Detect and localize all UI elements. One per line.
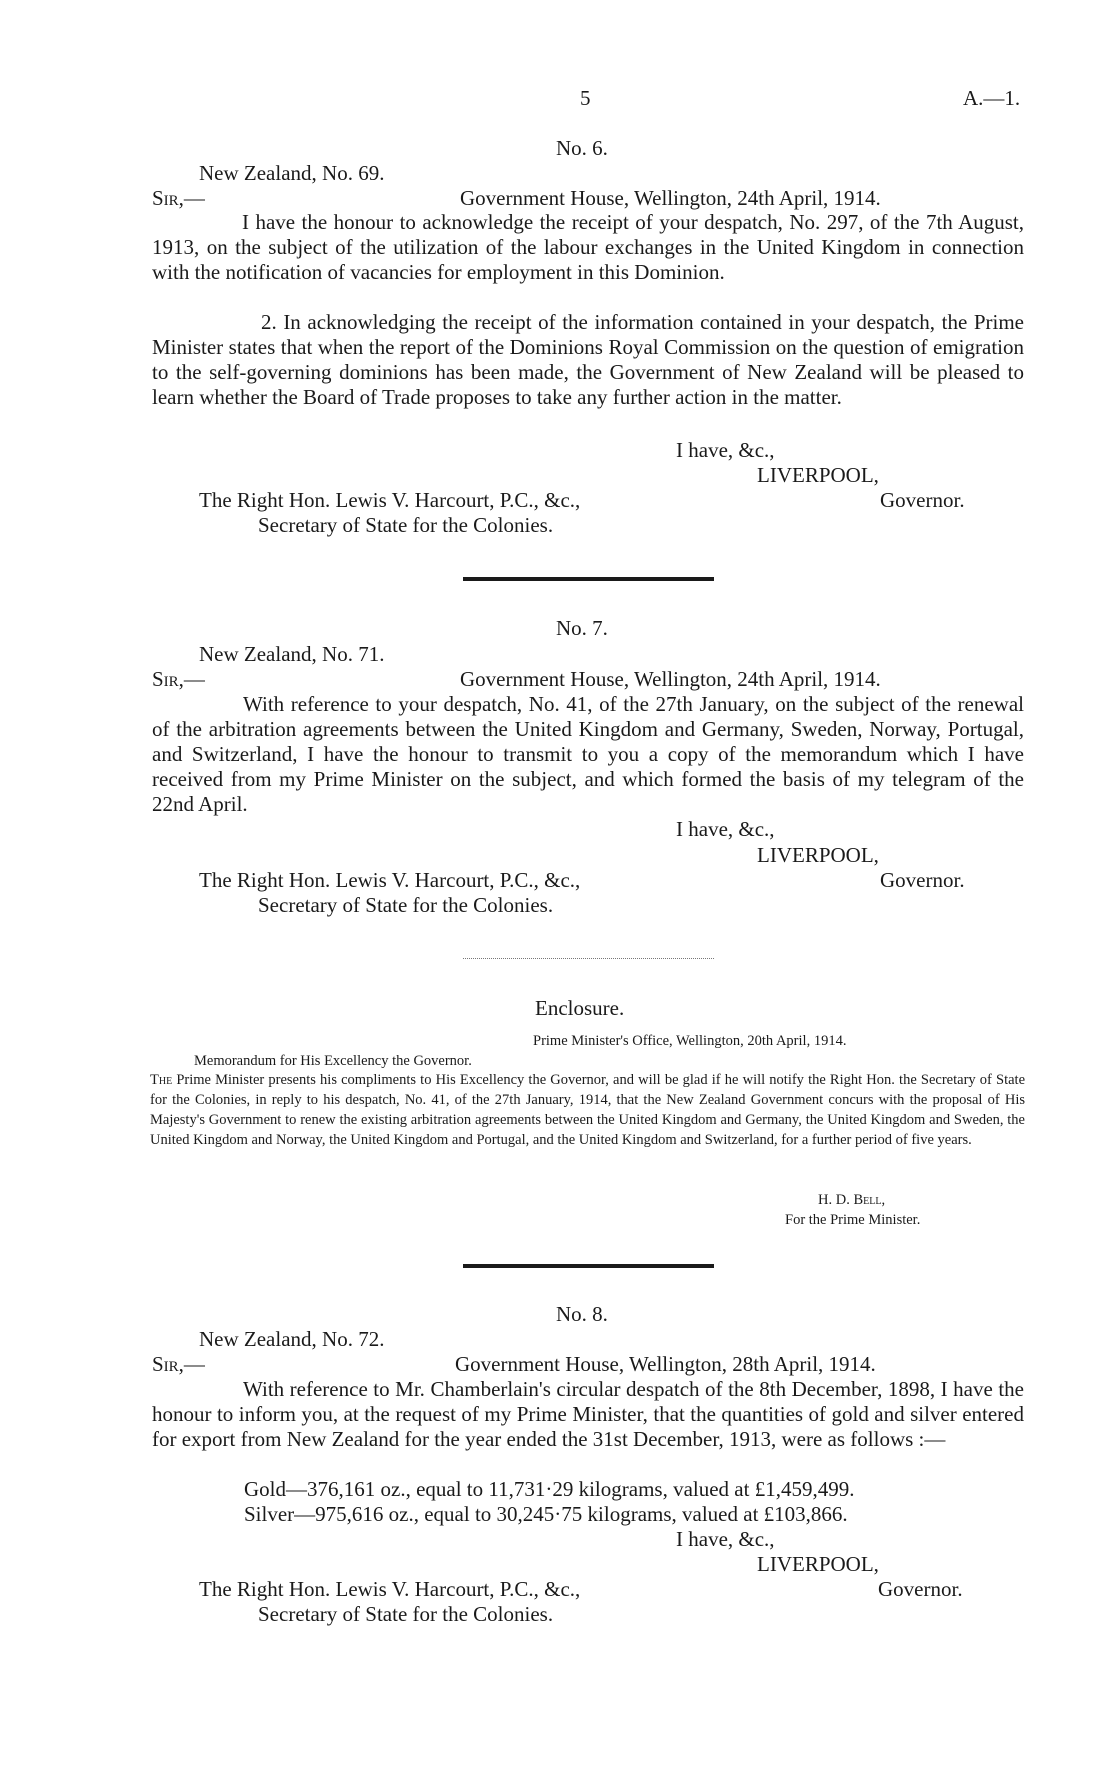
memo-body-lead: The — [150, 1072, 173, 1088]
addressee: The Right Hon. Lewis V. Harcourt, P.C., &c., — [199, 1577, 581, 1601]
signer-title: Governor. — [878, 1577, 963, 1601]
salutation: Sir,— — [152, 186, 205, 210]
addressee-office: Secretary of State for the Colonies. — [258, 893, 554, 917]
place-date: Government House, Wellington, 28th April, 1914. — [455, 1352, 876, 1376]
addressee: The Right Hon. Lewis V. Harcourt, P.C., &c., — [199, 488, 581, 512]
despatch-reference: New Zealand, No. 72. — [199, 1327, 385, 1351]
enclosure-divider — [463, 958, 714, 959]
paragraph: 2. In acknowledging the receipt of the information contained in your despatch, the Prime Minister states that when the report of the Dominions Royal Commission on the question of emigration to the self-governing dominions has been made, the Government of New Zealand will be pleased to learn whether the Board of Trade proposes to take any further action in the matter. — [152, 310, 1024, 409]
enclosure-place-date: Prime Minister's Office, Wellington, 20th April, 1914. — [533, 1033, 847, 1049]
addressee-office: Secretary of State for the Colonies. — [258, 1602, 554, 1626]
signer: LIVERPOOL, — [757, 463, 879, 487]
addressee-office: Secretary of State for the Colonies. — [258, 513, 554, 537]
memo-body-text: Prime Minister presents his compliments to His Excellency the Governor, and will be glad if he will notify the Right Hon. the Secretary of State for the Colonies, in reply to his despatch, No. 41, of the 27th January, 1914, that the New Zealand Government concurs with the proposal of His Majesty's Government to renew the existing arbitration agreements between the United Kingdom and Germany, the United Kingdom and Sweden, the United Kingdom and Norway, the United Kingdom and Portugal, and the United Kingdom and Switzerland, for a further period of five years. — [150, 1072, 1026, 1148]
salutation: Sir,— — [152, 1352, 205, 1376]
despatch-number-7: No. 7. — [556, 616, 608, 640]
gold-line: Gold—376,161 oz., equal to 11,731·29 kilograms, valued at £1,459,499. — [244, 1477, 855, 1501]
addressee: The Right Hon. Lewis V. Harcourt, P.C., &c., — [199, 868, 581, 892]
signer: LIVERPOOL, — [757, 843, 879, 867]
signer: LIVERPOOL, — [757, 1552, 879, 1576]
closing: I have, &c., — [676, 438, 775, 462]
section-divider — [463, 577, 714, 581]
despatch-number-6: No. 6. — [556, 136, 608, 160]
signer-title: Governor. — [880, 488, 965, 512]
despatch-reference: New Zealand, No. 69. — [199, 161, 385, 185]
paragraph: With reference to your despatch, No. 41, of the 27th January, on the subject of the renewal of the arbitration agreements between the United Kingdom and Germany, Sweden, Norway, Portugal, and Switzerland, I have the honour to transmit to you a copy of the memorandum which I have received from my Prime Minister on the subject, and which formed the basis of my telegram of the 22nd April. — [152, 692, 1024, 816]
section-divider — [463, 1264, 714, 1268]
despatch-reference: New Zealand, No. 71. — [199, 642, 385, 666]
closing: I have, &c., — [676, 1527, 775, 1551]
memo-heading: Memorandum for His Excellency the Governor. — [194, 1053, 472, 1069]
paragraph: With reference to Mr. Chamberlain's circular despatch of the 8th December, 1898, I have the honour to inform you, at the request of my Prime Minister, that the quantities of gold and silver entered for export from New Zealand for the year ended the 31st December, 1913, were as follows :— — [152, 1377, 1024, 1451]
despatch-number-8: No. 8. — [556, 1302, 608, 1326]
signer-title: Governor. — [880, 868, 965, 892]
salutation: Sir,— — [152, 667, 205, 691]
memo-body — [150, 1070, 1025, 1150]
silver-line: Silver—975,616 oz., equal to 30,245·75 kilograms, valued at £103,866. — [244, 1502, 848, 1526]
closing: I have, &c., — [676, 817, 775, 841]
enclosure-heading: Enclosure. — [535, 996, 625, 1020]
place-date: Government House, Wellington, 24th April, 1914. — [460, 667, 881, 691]
place-date: Government House, Wellington, 24th April, 1914. — [460, 186, 881, 210]
memo-signer-for: For the Prime Minister. — [785, 1212, 921, 1228]
page-number: 5 — [580, 86, 591, 110]
series-code: A.—1. — [963, 86, 1021, 110]
memo-signer: H. D. Bell, — [818, 1192, 886, 1208]
paragraph: I have the honour to acknowledge the receipt of your despatch, No. 297, of the 7th August, 1913, on the subject of the utilization of the labour exchanges in the United Kingdom in connection with the notification of vacancies for employment in this Dominion. — [152, 210, 1024, 284]
